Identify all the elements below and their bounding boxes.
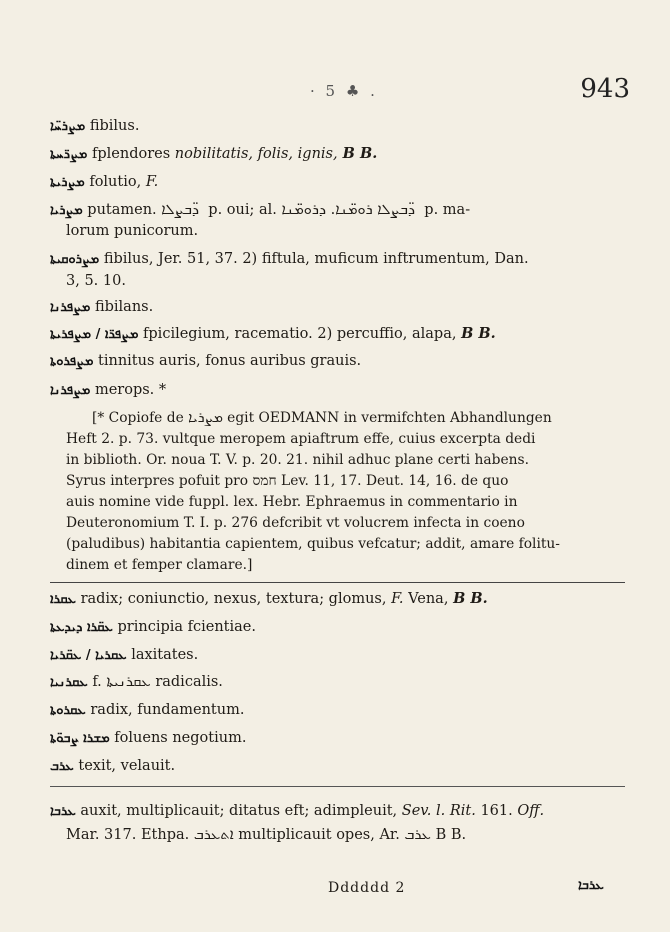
syriac-headword: ܡܨܪܝܐ: [50, 203, 83, 218]
syriac-headword: ܡܨܦܪܢܐ: [50, 383, 91, 398]
entry-line: [50, 729, 246, 748]
entry-line: [50, 590, 488, 609]
entry-line: [50, 618, 256, 637]
gloss-continued: 161.: [475, 803, 518, 819]
entry-line: [50, 201, 470, 220]
section-rule: [50, 582, 625, 583]
gloss: fplendores: [91, 146, 175, 162]
syriac-headword: ܡܫܪܐ ܨܒܘ̈ܬܐ: [50, 731, 110, 746]
entry-line: [50, 381, 166, 400]
syriac-headword: ܥܩܪܝܐ / ܥܩ̈ܪܝܐ: [50, 648, 127, 663]
gloss: fpicilegium, racematio. 2) percuffio, alapa,: [143, 326, 462, 342]
section-rule: [50, 786, 625, 787]
gloss: tinnitus auris, fonus auribus grauis.: [98, 353, 362, 369]
entry-line: [50, 325, 496, 344]
entry-line: [66, 222, 198, 240]
gloss: folutio,: [89, 174, 146, 190]
entry-line: [50, 757, 175, 776]
entry-line: [50, 250, 529, 269]
gloss: radix; coniunctio, nexus, textura; glomus,: [80, 591, 392, 607]
syriac-headword: ܡܨܦܪ̈ܐ / ܡܨܦܪܝܬܐ: [50, 327, 139, 342]
signature-mark: Dddddd 2: [328, 880, 406, 896]
note-line: dinem et femper clamare.]: [66, 557, 253, 573]
gloss-italic: nobilitatis, folis, ignis,: [174, 146, 338, 162]
syriac-headword: ܡܨܦܪܘܬܐ: [50, 354, 94, 369]
entry-line: [50, 145, 377, 164]
syriac-headword: ܥܪܒ: [50, 759, 74, 774]
gloss: fibilus, Jer. 51, 37. 2) fiftula, muficum inftrumentum, Dan.: [103, 251, 529, 267]
syriac-headword: ܡܨܪܘܩܝܬܐ: [50, 252, 100, 267]
note-line: auis nomine vide fuppl. lex. Hebr. Ephraemus in commentario in: [66, 494, 518, 510]
syriac-headword: ܥܩܪܢܝܐ: [50, 675, 88, 690]
entry-line: [50, 701, 244, 720]
entry-line: [50, 646, 198, 665]
note-line: (paludibus) habitantia capientem, quibus vefcatur; addit, amare folitu-: [66, 536, 560, 552]
page-number: 943: [580, 74, 630, 104]
gloss-continued: ܕܒܨܠܐ ̈ p. oui; al. ܕܒܨܠܐ ܪܘܡ̈ܢܐ. ܕܪܘܡ̈ܢܐ ̈ p. ma-: [161, 202, 471, 218]
gloss-italic: Off.: [517, 803, 545, 819]
entry-line: [50, 173, 158, 192]
gloss: Mar. 317. Ethpa. ܐܬܥܪܒ multiplicauit opes, Ar. ܥܪܒ B B.: [66, 827, 467, 843]
entry-line: [50, 117, 139, 136]
note-line: Deuteronomium T. I. p. 276 defcribit vt volucrem infecta in coeno: [66, 515, 525, 531]
gloss: radix, fundamentum.: [90, 702, 245, 718]
source-abbrev: B B.: [461, 325, 496, 342]
syriac-headword: ܡܨܪ̈ܚܬܐ: [50, 147, 88, 162]
gloss: merops. *: [94, 382, 167, 398]
gloss-italic: F.: [391, 591, 404, 607]
entry-line: [50, 352, 361, 371]
gloss: f. ܥܩܪܢܝܬܐ radicalis.: [92, 674, 223, 690]
entry-line: [66, 272, 126, 290]
syriac-headword: ܥܩܪܘܬܐ: [50, 703, 86, 718]
syriac-headword: ܡܨܪܚ̈ܐ: [50, 119, 86, 134]
entry-line: [50, 673, 223, 692]
source-abbrev: B B.: [337, 145, 378, 162]
gloss-italic: F.: [145, 174, 159, 190]
gloss: 3, 5. 10.: [66, 273, 126, 289]
gloss: lorum punicorum.: [66, 223, 199, 239]
header-ornament: · 5 ♣ .: [310, 82, 378, 100]
syriac-headword: ܥܩܪܐ: [50, 592, 76, 607]
gloss: laxitates.: [131, 647, 199, 663]
gloss: fibilans.: [94, 299, 154, 315]
gloss: principia fcientiae.: [117, 619, 256, 635]
syriac-headword: ܥܪܒܐ: [50, 804, 76, 819]
catchword: ܥܪܒܐ: [578, 878, 604, 893]
note-line: Syrus interpres pofuit pro חמס Lev. 11, 17. Deut. 14, 16. de quo: [66, 473, 509, 489]
syriac-headword: ܡܨܪܝܬܐ: [50, 175, 85, 190]
entry-line: [66, 826, 466, 844]
gloss: putamen.: [87, 202, 157, 218]
gloss: auxit, multiplicauit; ditatus eft; adimpleuit,: [80, 803, 402, 819]
syriac-headword: ܥܩ̈ܪܐ ܕܝܕܥܬܐ: [50, 620, 113, 635]
gloss-italic: Sev. l. Rit.: [401, 803, 476, 819]
note-line: Heft 2. p. 73. vultque meropem apiaftrum effe, cuius excerpta dedi: [66, 431, 536, 447]
note-line: in biblioth. Or. noua T. V. p. 20. 21. nihil adhuc plane certi habens.: [66, 452, 530, 468]
gloss-continued: Vena,: [403, 591, 454, 607]
syriac-headword: ܡܨܦܪܢܐ: [50, 300, 91, 315]
note-line: [* Copiofe de ܡܨܪܝܐ egit OEDMANN in vermifchten Abhandlungen: [92, 410, 552, 426]
entry-line: [50, 298, 153, 317]
source-abbrev: B B.: [453, 590, 488, 607]
gloss: texit, velauit.: [78, 758, 176, 774]
entry-line: [50, 802, 544, 821]
gloss: fibilus.: [89, 118, 140, 134]
gloss: foluens negotium.: [114, 730, 247, 746]
